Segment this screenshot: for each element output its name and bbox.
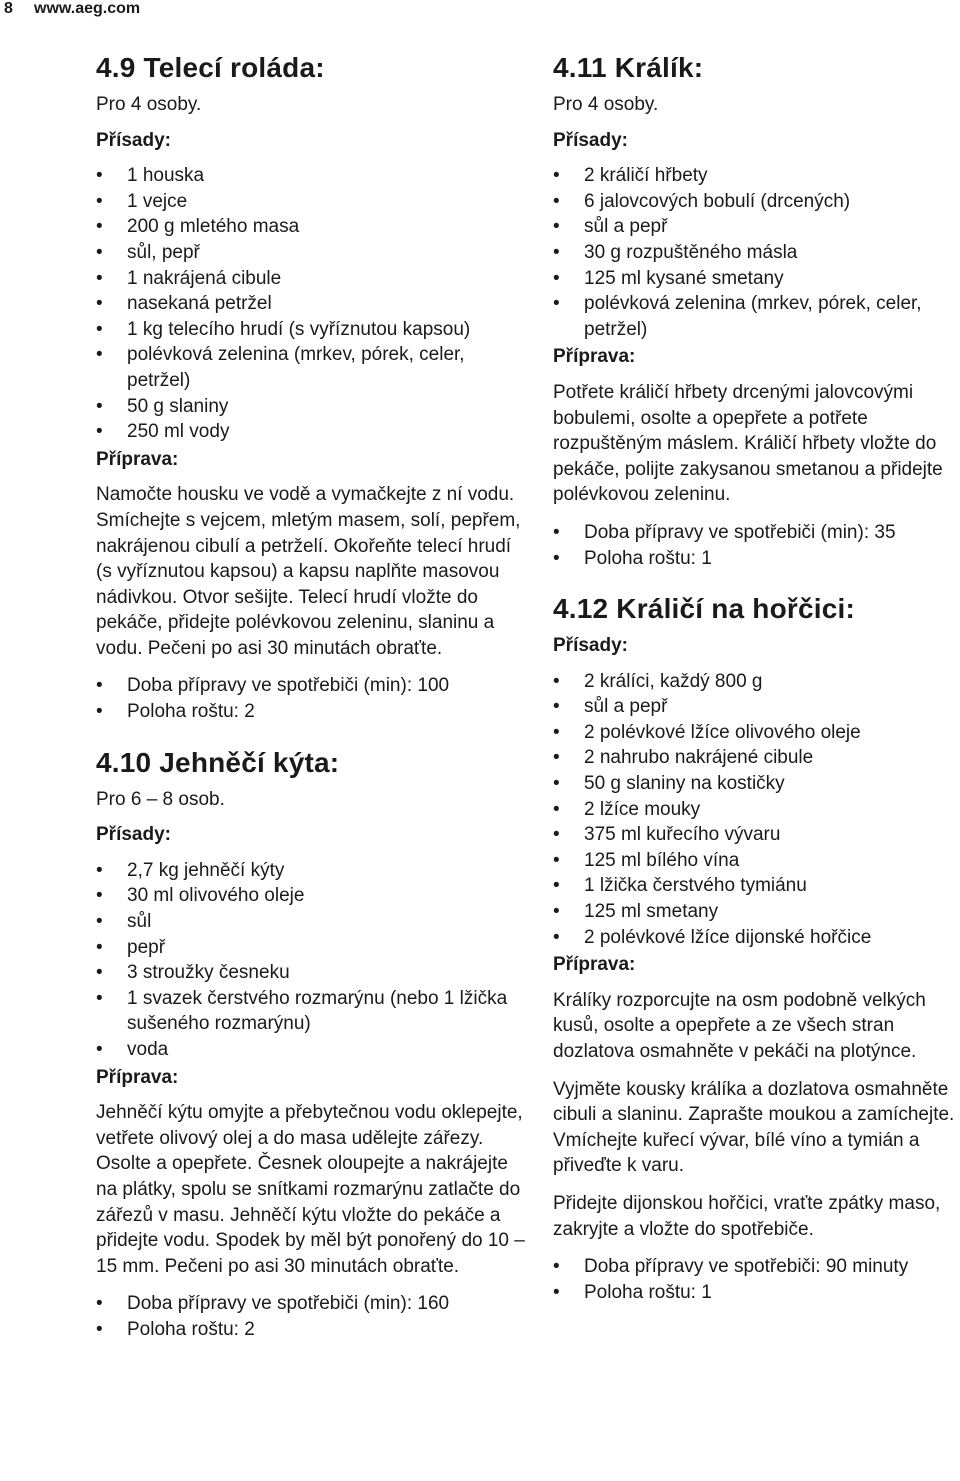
ingredient-item: • 1 kg telecího hrudí (s vyříznutou kapsou) <box>96 317 526 343</box>
ingredient-item: • 50 g slaniny na kostičky <box>553 771 958 797</box>
ingredient-item: • sůl, pepř <box>96 240 526 266</box>
cooking-info-item: • Doba přípravy ve spotřebiči (min): 100 <box>96 673 526 699</box>
recipe-section <box>96 743 526 1343</box>
ingredient-item: • polévková zelenina (mrkev, pórek, celer, petržel) <box>553 291 958 342</box>
cooking-info-list <box>553 520 958 571</box>
ingredient-item: • 200 g mletého masa <box>96 214 526 240</box>
ingredients-label: Přísady: <box>96 129 171 151</box>
servings-text: Pro 6 – 8 osob. <box>96 788 225 810</box>
ingredients-list <box>553 163 958 342</box>
cooking-info-list <box>96 1291 526 1342</box>
left-column <box>96 42 526 1361</box>
ingredient-item: • 2 lžíce mouky <box>553 797 958 823</box>
preparation-text: Potřete králičí hřbety drcenými jalovcovými bobulemi, osolte a opepřete a potřete rozpuštěným máslem. Králičí hřbety vložte do pekáče, polijte zakysanou smetanou a přidejte polévkovou zeleninu. <box>553 381 943 506</box>
ingredient-item: • sůl <box>96 909 526 935</box>
ingredient-item: • pepř <box>96 935 526 961</box>
page-number: 8 <box>4 0 13 17</box>
cooking-info-item: • Doba přípravy ve spotřebiči: 90 minuty <box>553 1254 958 1280</box>
ingredient-item: • 125 ml smetany <box>553 899 958 925</box>
ingredient-item: • 6 jalovcových bobulí (drcených) <box>553 189 958 215</box>
ingredient-item: • 250 ml vody <box>96 419 526 445</box>
recipe-title: 4.10 Jehněčí kýta: <box>96 746 340 778</box>
website-url: www.aeg.com <box>34 0 141 17</box>
preparation-label: Příprava: <box>96 1066 179 1088</box>
preparation-text: Namočte housku ve vodě a vymačkejte z ní vodu. Smíchejte s vejcem, mletým masem, solí, pepřem, nakrájenou cibulí a petrželí. Okořeňte telecí hrudí (s vyříznutou kapsou) a kapsu naplňte masovou nádivkou. Otvor sešijte. Telecí hrudí vložte do pekáče, přidejte polévkovou zeleninu, slaninu a vodu. Pečeni po asi 30 minutách obraťte. <box>96 484 521 659</box>
servings-text: Pro 4 osoby. <box>553 94 659 115</box>
ingredient-item: • 2,7 kg jehněčí kýty <box>96 858 526 884</box>
ingredient-item: • sůl a pepř <box>553 214 958 240</box>
recipe-title: 4.9 Telecí roláda: <box>96 52 325 83</box>
right-column <box>553 42 958 1323</box>
ingredient-item: • voda <box>96 1037 526 1063</box>
preparation-label: Příprava: <box>96 448 179 470</box>
ingredient-item: • 1 nakrájená cibule <box>96 266 526 292</box>
ingredients-label: Přísady: <box>96 824 171 846</box>
recipe-section <box>553 48 958 571</box>
ingredient-item: • 1 svazek čerstvého rozmarýnu (nebo 1 lžička sušeného rozmarýnu) <box>96 986 526 1037</box>
recipe-title: 4.12 Králičí na hořčici: <box>553 593 856 625</box>
preparation-text: Přidejte dijonskou hořčici, vraťte zpátky maso, zakryjte a vložte do spotřebiče. <box>553 1192 941 1240</box>
ingredient-item: • polévková zelenina (mrkev, pórek, celer, petržel) <box>96 342 526 393</box>
cooking-info-item: • Poloha roštu: 1 <box>553 1280 958 1306</box>
recipe-title: 4.11 Králík: <box>553 52 704 83</box>
ingredient-item: • 1 lžička čerstvého tymiánu <box>553 873 958 899</box>
ingredients-list <box>96 858 526 1063</box>
ingredient-item: • 2 polévkové lžíce olivového oleje <box>553 720 958 746</box>
cooking-info-list <box>553 1254 958 1305</box>
ingredient-item: • 125 ml kysané smetany <box>553 266 958 292</box>
cooking-info-item: • Poloha roštu: 2 <box>96 1317 526 1343</box>
ingredient-item: • 2 polévkové lžíce dijonské hořčice <box>553 925 958 951</box>
ingredient-item: • 2 králíci, každý 800 g <box>553 669 958 695</box>
ingredient-item: • 1 vejce <box>96 189 526 215</box>
ingredients-list <box>96 163 526 445</box>
cooking-info-list <box>96 673 526 724</box>
ingredient-item: • 125 ml bílého vína <box>553 848 958 874</box>
ingredient-item: • 2 nahrubo nakrájené cibule <box>553 745 958 771</box>
ingredient-item: • 1 houska <box>96 163 526 189</box>
ingredient-item: • 30 g rozpuštěného másla <box>553 240 958 266</box>
ingredient-item: • nasekaná petržel <box>96 291 526 317</box>
cooking-info-item: • Poloha roštu: 2 <box>96 699 526 725</box>
ingredient-item: • sůl a pepř <box>553 694 958 720</box>
cooking-info-item: • Poloha roštu: 1 <box>553 546 958 572</box>
preparation-text: Králíky rozporcujte na osm podobně velkých kusů, osolte a opepřete a ze všech stran dozlatova osmahněte v pekáči na plotýnce. <box>553 989 926 1062</box>
cooking-info-item: • Doba přípravy ve spotřebiči (min): 35 <box>553 520 958 546</box>
recipe-section <box>553 589 958 1305</box>
ingredient-item: • 2 králičí hřbety <box>553 163 958 189</box>
preparation-label: Příprava: <box>553 954 636 976</box>
ingredients-list <box>553 669 958 951</box>
ingredient-item: • 30 ml olivového oleje <box>96 883 526 909</box>
preparation-text: Jehněčí kýtu omyjte a přebytečnou vodu oklepejte, vetřete olivový olej a do masa udělejte zářezy. Osolte a opepřete. Česnek oloupejte a nakrájejte na plátky, spolu se snítkami rozmarýnu zatlačte do zářezů v masu. Jehněčí kýtu vložte do pekáče a přidejte vodu. Spodek by měl být ponořený do 10 – 15 mm. Pečeni po asi 30 minutách obraťte. <box>96 1102 525 1277</box>
ingredient-item: • 375 ml kuřecího vývaru <box>553 822 958 848</box>
preparation-label: Příprava: <box>553 346 636 368</box>
ingredient-item: • 50 g slaniny <box>96 394 526 420</box>
preparation-text: Vyjměte kousky králíka a dozlatova osmahněte cibuli a slaninu. Zaprašte moukou a zamíchejte. Vmíchejte kuřecí vývar, bílé víno a tymián a přiveďte k varu. <box>553 1078 955 1177</box>
ingredients-label: Přísady: <box>553 129 628 151</box>
recipe-section <box>96 48 526 725</box>
servings-text: Pro 4 osoby. <box>96 94 202 115</box>
cooking-info-item: • Doba přípravy ve spotřebiči (min): 160 <box>96 1291 526 1317</box>
ingredients-label: Přísady: <box>553 635 628 657</box>
ingredient-item: • 3 stroužky česneku <box>96 960 526 986</box>
